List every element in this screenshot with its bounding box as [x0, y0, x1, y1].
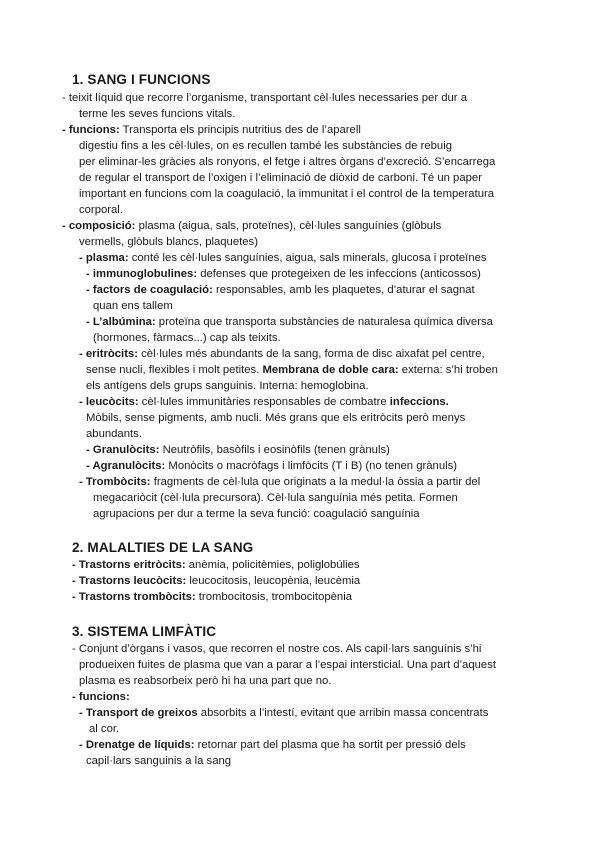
- leukocytes-line: [79, 395, 449, 411]
- granulocytes-label: - Granulòcits:: [86, 444, 160, 456]
- infections-word: infeccions.: [389, 396, 449, 408]
- blood-definition-line: terme les seves funcions vitals.: [79, 108, 236, 120]
- disorder-text: leucocitosis, leucopènia, leucèmia: [186, 575, 361, 587]
- section-1-title: 1. SANG I FUNCIONS: [72, 72, 211, 87]
- fat-transport-text: absorbits a l’intestí, evitant que arribin massa concentrats: [197, 707, 489, 719]
- fat-transport-line: [79, 706, 488, 722]
- functions-text: Transporta els principis nutritius des de l’aparell: [119, 124, 361, 136]
- functions-line: per eliminar-les gràcies als ronyons, el fetge i altres òrgans d’excreció. S’encarrega: [79, 156, 496, 168]
- fat-transport-label: - Transport de greixos: [79, 707, 198, 719]
- lymphatic-definition-line: produeixen fuites de plasma que van a parar a l’espai intersticial. Una part d’aquest: [79, 659, 496, 671]
- thrombocytes-label: - Trombòcits:: [79, 476, 151, 488]
- immunoglobulins-line: [86, 267, 481, 283]
- fluid-drainage-line: [79, 738, 466, 754]
- coagulation-factors-text: responsables, amb les plaquetes, d’aturar el sagnat: [212, 284, 475, 296]
- composition-label: - composició:: [62, 220, 136, 232]
- coagulation-factors-label: - factors de coagulació:: [86, 284, 213, 296]
- functions-line: corporal.: [79, 204, 123, 216]
- leukocytes-label: - leucòcits:: [79, 396, 139, 408]
- composition-text: plasma (aigua, sals, proteïnes), cèl·lules sanguínies (glòbuls: [135, 220, 442, 232]
- agranulocytes-text: Monòcits o macròfags i limfòcits (T i B) (no tenen grànuls): [165, 460, 458, 472]
- plasma-text: conté les cèl·lules sanguínies, aigua, sals minerals, glucosa i proteïnes: [128, 252, 487, 264]
- disorder-label: - Trastorns leucòcits:: [72, 575, 187, 587]
- lymphatic-functions-label: [72, 690, 130, 706]
- agranulocytes-label: - Agranulòcits:: [86, 460, 166, 472]
- erythrocytes-line: [86, 363, 498, 379]
- albumin-line: [86, 315, 493, 331]
- section-2-title: 2. MALALTIES DE LA SANG: [72, 540, 254, 555]
- albumin-label: - L’albúmina:: [86, 316, 156, 328]
- immunoglobulins-text: defenses que protegeixen de les infeccions (anticossos): [197, 268, 481, 280]
- thrombocytes-line: megacariòcit (cèl·lula precursora). Cèl·lula sanguínia més petita. Formen: [93, 492, 458, 504]
- erythrocytes-label: - eritròcits:: [79, 348, 139, 360]
- functions-label: - funcions:: [72, 691, 130, 703]
- erythrocytes-line: els antígens dels grups sanguinis. Interna: hemoglobina.: [86, 380, 369, 392]
- fluid-drainage-label: - Drenatge de líquids:: [79, 739, 195, 751]
- thrombocytes-line: agrupacions per dur a terme la seva funció: coagulació sanguínia: [93, 508, 420, 520]
- granulocytes-line: [86, 443, 390, 459]
- fluid-drainage-text: retornar part del plasma que ha sortit per pressió dels: [194, 739, 466, 751]
- plasma-label: - plasma:: [79, 252, 129, 264]
- section-3-title: 3. SISTEMA LIMFÀTIC: [72, 624, 217, 639]
- functions-line: [62, 123, 361, 139]
- lymphatic-definition-line: - Conjunt d’òrgans i vasos, que recorren el nostre cos. Als capil·lars sanguínis s’hi: [72, 643, 482, 655]
- functions-label: - funcions:: [62, 124, 120, 136]
- lymphatic-definition-line: plasma es reabsorbeix però hi ha una part que no.: [79, 675, 332, 687]
- functions-line: de regular el transport de l’oxigen i l’eliminació de diòxid de carboni. Té un paper: [79, 172, 482, 184]
- composition-line: vermells, glòbuls blancs, plaquetes): [79, 236, 258, 248]
- albumin-text: proteïna que transporta substàncies de naturalesa química diversa: [155, 316, 493, 328]
- thrombocytes-line: [79, 475, 480, 491]
- disorder-row: [72, 590, 352, 606]
- erythrocytes-text: sense nucli, flexibles i molt petites.: [86, 364, 263, 376]
- fluid-drainage-line: capil·lars sanguinis a la sang: [86, 755, 232, 767]
- erythrocytes-text: externa: s’hi troben: [398, 364, 498, 376]
- disorder-label: - Trastorns trombòcits:: [72, 591, 196, 603]
- double-membrane-label: Membrana de doble cara:: [262, 364, 399, 376]
- leukocytes-line: Mòbils, sense pigments, amb nucli. Més grans que els eritròcits però menys: [86, 412, 466, 424]
- coagulation-factors-line: [86, 283, 475, 299]
- disorder-row: [72, 574, 360, 590]
- thrombocytes-text: fragments de cèl·lula que originats a la medul·la òssia a partir del: [150, 476, 481, 488]
- disorder-label: - Trastorns eritròcits:: [72, 559, 186, 571]
- fat-transport-line: al cor.: [89, 723, 120, 735]
- albumin-line: (hormones, fàrmacs...) cap als teixits.: [93, 332, 281, 344]
- disorder-text: trombocitosis, trombocitopènia: [195, 591, 352, 603]
- disorder-row: [72, 558, 360, 574]
- composition-line: [62, 219, 441, 235]
- functions-line: digestiu fins a les cèl·lules, on es recullen també les substàncies de rebuig: [79, 140, 453, 152]
- blood-definition-line: - teixit líquid que recorre l’organisme, transportant cèl·lules necessaries per dur a: [62, 92, 467, 104]
- agranulocytes-line: [86, 459, 457, 475]
- leukocytes-line: abundants.: [86, 428, 142, 440]
- erythrocytes-text: cèl·lules més abundants de la sang, forma de disc aixafat pel centre,: [138, 348, 485, 360]
- disorder-text: anèmia, policitèmies, poliglobúlies: [185, 559, 360, 571]
- leukocytes-text: cèl·lules immunitàries responsables de combatre: [138, 396, 390, 408]
- immunoglobulins-label: - immunoglobulines:: [86, 268, 198, 280]
- erythrocytes-line: [79, 347, 485, 363]
- coagulation-factors-line: quan ens tallem: [93, 300, 173, 312]
- plasma-line: [79, 251, 487, 267]
- granulocytes-text: Neutròfils, basòfils i eosinòfils (tenen grànuls): [159, 444, 390, 456]
- functions-line: important en funcions com la coagulació, la immunitat i el control de la temperatura: [79, 188, 495, 200]
